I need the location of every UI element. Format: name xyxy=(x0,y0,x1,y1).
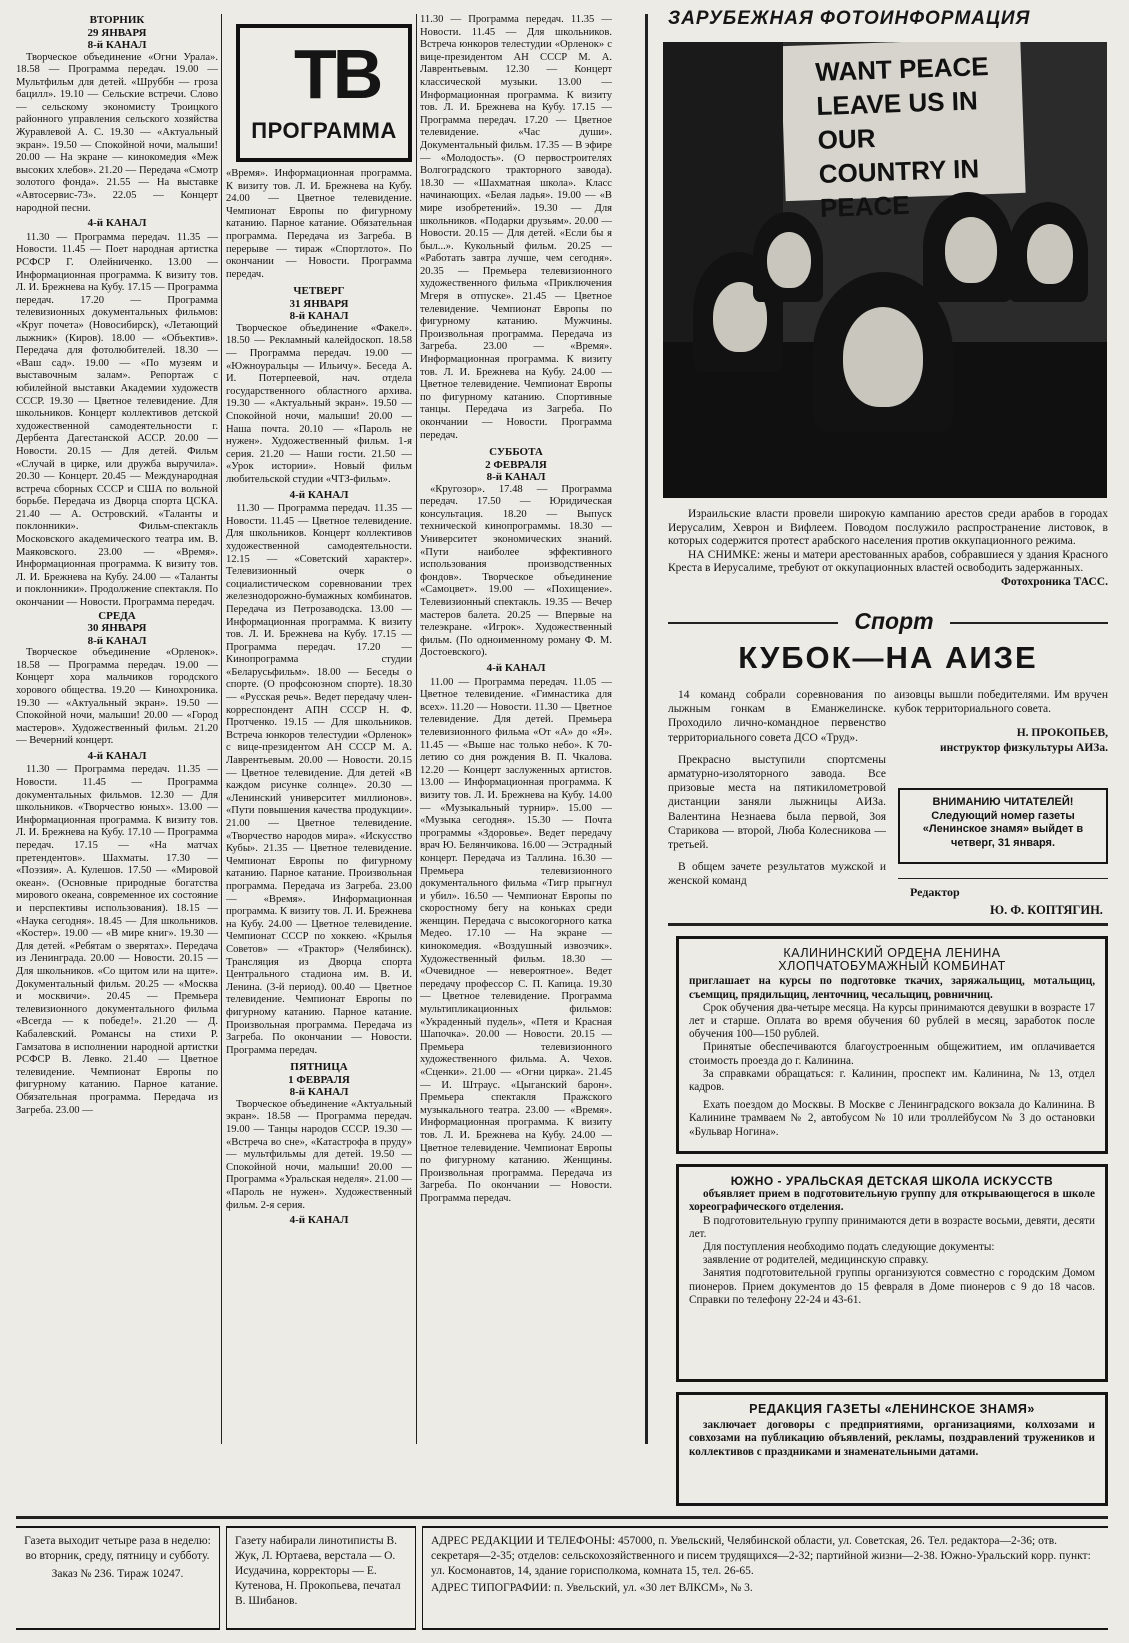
wednesday-text-8: Творческое объединение «Орленок». 18.58 — Программа передач. 19.00 — Концерт хора мальчиков городского хорового общества. 19.20 — Кинохроника. 19.30 — «Актуальный экран». 19.50 — Спокойной ночи, малыши! 20.00 — «Город мастеров». Художественный фильм. 21.20 — Вечерний концерт. xyxy=(16,647,218,747)
kalinin-ad-paragraph: За справками обращаться: г. Калинин, проспект им. Калинина, № 13, отдел кадров. xyxy=(689,1067,1095,1094)
art-school-ad xyxy=(676,1164,1108,1382)
wednesday-channel-8: 8-й КАНАЛ xyxy=(87,634,147,647)
woman-face xyxy=(945,217,997,283)
kalinin-ad-subtitle: ХЛОПЧАТОБУМАЖНЫЙ КОМБИНАТ xyxy=(778,959,1006,974)
column-rule xyxy=(221,14,222,1444)
kalinin-ad-paragraph: Принятые обеспечиваются благоустроенным общежитием, им оплачивается стоимость проезда до г. Калинина. xyxy=(689,1041,1095,1067)
column-rule xyxy=(416,14,417,1444)
tuesday-day: ВТОРНИК xyxy=(89,14,145,26)
woman-face xyxy=(843,307,923,407)
sport-rule xyxy=(950,622,1108,624)
section-rule xyxy=(645,14,648,1444)
friday-channel-8: 8-й КАНАЛ xyxy=(289,1086,349,1099)
friday-text-8: Творческое объединение «Актуальный экран». 18.58 — Программа передач. 19.00 — Танцы народов СССР. 19.30 — «Встреча во сне», «Катастрофа в пруду» — мультфильмы для детей. 19.50 — Спокойной ночи, малыши! 20.00 — Программа «Уральская неделя». 21.00 — «Пароль не нужен». Художественный фильм. 2-я серия. xyxy=(226,1098,412,1211)
wednesday-text-4: 11.30 — Программа передач. 11.35 — Новости. 11.45 — Программа документальных фильмов. 12.30 — Для школьников. «Творчество юных». 13.00 — Информационная программа. К визиту тов. Л. И. Брежнева на Кубу. 17.10 — Программа передач. 17.15 — «На матчах претендентов». Шахматы. 17.30 — «Поэзия». А. Кулешов. 17.50 — «Мировой океан». (Основные природные богатства мирового океана, современное их состояние и перспективы использования). 18.15 — «Наука сегодня». 18.45 — Для школьников. «Костер». 19.00 — «В мире книг». 19.30 — Для детей. «Ребятам о зверятах». Передача из Ленинграда. 20.00 — Новости. 20.15 — Для школьников. «Со щитом или на щите». Документальный фильм. 20.25 — «Москва и москвичи». 20.45 — Премьера телевизионного документального фильма «Всегда — к победе!». 21.20 — Д. Кабалевский. Романсы на стихи Р. Гамзатова в исполнении народной артистки РСФСР В. Левко. 21.40 — Цветное телевидение. Чемпионат Европы по фигурному катанию. Парное катание. Обязательная программа. Передача из Загреба. 23.00 — xyxy=(16,764,218,1116)
tv-column-2 xyxy=(226,168,412,1444)
wednesday-day: СРЕДА xyxy=(98,609,136,622)
thursday-channel-8: 8-й КАНАЛ xyxy=(289,310,349,323)
editorial-ad-title: РЕДАКЦИЯ ГАЗЕТЫ «ЛЕНИНСКОЕ ЗНАМЯ» xyxy=(749,1402,1035,1416)
tuesday-channel-8: 8-й КАНАЛ xyxy=(87,39,147,51)
notice-text: Следующий номер газеты «Ленинское знамя» выйдет в четверг, 31 января. xyxy=(922,809,1084,849)
editor-label: Редактор xyxy=(910,885,960,899)
sport-text-right xyxy=(894,688,1108,755)
editor-name: Ю. Ф. КОПТЯГИН. xyxy=(990,903,1103,917)
wednesday-text-4-cont: «Время». Информационная программа. К визиту тов. Л. И. Брежнева на Кубу. 24.00 — Цветное телевидение. Чемпионат Европы по фигурному катанию. Парное катание. Обязательная программа. Передача из Загреба. В перерыве — тираж «Спортлото». По окончании — Новости. Программа передач. xyxy=(226,168,412,280)
sport-text-left xyxy=(668,688,886,914)
saturday-channel-4: 4-й КАНАЛ xyxy=(486,662,546,674)
editorial-ad xyxy=(676,1392,1108,1506)
footer-staff xyxy=(226,1526,416,1630)
saturday-day: СУББОТА xyxy=(489,446,543,459)
editorial-ad-text: заключает договоры с предприятиями, организациями, колхозами и совхозами на публикацию объявлений, рекламы, поздравлений тружеников и коллективов с праздниками и знаменательными датами. xyxy=(689,1419,1095,1458)
tv-program-logo xyxy=(236,24,412,162)
thursday-channel-4: 4-й КАНАЛ xyxy=(289,488,349,501)
art-school-ad-paragraph: объявляет прием в подготовительную группу для открывающегося в школе хореографического отделения. xyxy=(689,1188,1095,1214)
sport-paragraph: 14 команд собрали соревнования по лыжным гонкам в Еманжелинске. Проходило лично-командное первенство территориального совета ДСО «Труд». xyxy=(668,689,886,744)
art-school-ad-paragraph: Для поступления необходимо подать следующие документы: xyxy=(703,1241,995,1254)
kalinin-ad-paragraph: Срок обучения два-четыре месяца. На курсы принимаются девушки в возрасте 17 лет и старше. Оплата во время обучения 60 рублей в месяц, заработок после обучения 100—150 рублей. xyxy=(689,1001,1095,1041)
friday-text-4: 11.30 — Программа передач. 11.35 — Новости. 11.45 — Для школьников. Встреча юнкоров телестудии «Орленок» с вице-президентом АН СССР М. А. Лаврентьевым. 12.30 — Концерт классической музыки. 13.00 — Информационная программа. К визиту тов. Л. И. Брежнева на Кубу. 17.15 — Программа передач. 17.20 — Цветное телевидение. «Час души». Документальный фильм. 17.35 — В эфире — «Молодость». (О первостроителях Волгоградского тракторного завода). 18.30 — «Шахматная школа». Класс начинающих. «Белая ладья». 19.00 — «В мире изобретений». 19.30 — Для школьников. «Подарки друзьям». 20.00 — Новости. 20.15 — Для детей. «Если бы я был...». Кукольный фильм. 20.25 — «Работать завтра лучше, чем сегодня». 20.35 — Премьера телевизионного художественного фильма «Приключения Мгеря в отпуске». 21.45 — Цветное телевидение. Чемпионат Европы по фигурному катанию. Мужчины. Произвольная программа. Передача из Загреба. 23.00 — «Время». Информационная программа. К визиту тов. Л. И. Брежнева на Кубу. 24.00 — Цветное телевидение. Чемпионат Европы по фигурному катанию. Спортивные танцы. Передача из Загреба. По окончании — Новости. Программа передач. xyxy=(420,14,612,441)
photo-credit: Фотохроника ТАСС. xyxy=(1001,575,1108,588)
banner-line: LEAVE US IN OUR xyxy=(815,85,979,155)
protest-photo xyxy=(663,42,1107,498)
art-school-ad-paragraph: заявление от родителей, медицинскую справку. xyxy=(703,1254,929,1267)
friday-day: ПЯТНИЦА xyxy=(290,1061,348,1074)
tuesday-date: 29 ЯНВАРЯ xyxy=(87,26,147,39)
woman-face xyxy=(1027,224,1073,284)
kalinin-ad xyxy=(676,936,1108,1154)
banner-line: COUNTRY IN PEACE xyxy=(818,153,980,223)
thursday-day: ЧЕТВЕРГ xyxy=(293,285,345,298)
sport-rule xyxy=(668,622,838,624)
tv-logo-letters: ТВ xyxy=(294,35,380,113)
thursday-date: 31 ЯНВАРЯ xyxy=(289,297,349,310)
footer-schedule xyxy=(16,1526,220,1630)
tv-column-1 xyxy=(16,14,218,1444)
sport-paragraph: Прекрасно выступили спортсмены арматурно-изоляторного завода. Все призовые места на пятикилометровой дистанции заняли лыжницы АИЗа. Валентина Незнаева была первой, Зоя Старикова — второй, Люба Колесникова — третьей. xyxy=(668,753,886,852)
editor-rule xyxy=(898,878,1108,879)
friday-date: 1 ФЕВРАЛЯ xyxy=(288,1073,350,1086)
thursday-text-4: 11.30 — Программа передач. 11.35 — Новости. 11.45 — Цветное телевидение. Для школьников. Концерт коллективов художественной самодеятельности. 12.15 — «Советский характер». Телевизионный очерк о социалистическом соревновании трех железнодорожно-бумажных комбинатов. Передача из Петрозаводска. 13.00 — Информационная программа. К визиту тов. Л. И. Брежнева на Кубу. 17.15 — Программа передач. 17.20 — Кинопрограмма студии «Беларусьфильм». 18.00 — Беседы о спорте. (О профсоюзном спорте). 18.30 — «Русская речь». Ведет передачу член-корреспондент АПН СССР Н. Ф. Протченко. 19.15 — Для школьников. Встреча юнкоров телестудии «Орленок» с вице-президентом АН СССР М. А. Лаврентьевым. 20.00 — Новости. 20.15 — Цветное телевидение. Для детей «В каждом рисунке солнце». 20.30 — «Ленинский университет миллионов». «Пути повышения качества продукции». 21.00 — Цветное телевидение. «Творчество народов мира». «Искусство Кубы». 21.35 — Цветное телевидение. Чемпионат Европы по фигурному катанию. Парное катание. Произвольная программа. Передача из Загреба. 23.00 — «Время». Информационная программа. К визиту тов. Л. И. Брежнева на Кубу. 24.00 — Цветное телевидение. Чемпионат СССР по хоккею. «Крылья Советов» — «Трактор» (Челябинск). Трансляция из Дворца спорта Центрального стадиона им. В. И. Ленина. (3-й период). 00.40 — Цветное телевидение. Чемпионат Европы по фигурному катанию. Парное катание. Произвольная программа. Передача из Загреба. По окончании — Новости. Программа передач. xyxy=(226,503,412,1056)
saturday-channel-8: 8-й КАНАЛ xyxy=(486,471,546,484)
wednesday-channel-4: 4-й КАНАЛ xyxy=(87,749,147,762)
tuesday-text-8: Творческое объединение «Огни Урала». 18.58 — Программа передач. 19.00 — Мультфильм для детей. «Шруббн — гроза бацилл». 19.10 — Сельские встречи. Слово — сельскому экономисту Троицкого районного управления сельского хозяйства Журавлевой А. С. 19.30 — «Актуальный экран». 19.50 — Спокойной ночи, малыши! 20.00 — На экране — кинокомедия «Меж высоких хлебов». 21.20 — Передача «Смотр золотого фонда». 21.55 — На выставке «Автосервис-73». 22.05 — Концерт народной песни. xyxy=(16,51,218,214)
photo-caption xyxy=(668,508,1108,589)
footer-printing: АДРЕС ТИПОГРАФИИ: п. Увельский, ул. «30 лет ВЛКСМ», № 3. xyxy=(431,1582,753,1594)
kalinin-ad-title: КАЛИНИНСКИЙ ОРДЕНА ЛЕНИНА xyxy=(783,946,1001,960)
tv-column-3 xyxy=(420,14,612,1444)
sport-rubric: Спорт xyxy=(854,608,934,634)
art-school-ad-title: ЮЖНО - УРАЛЬСКАЯ ДЕТСКАЯ ШКОЛА ИСКУССТВ xyxy=(730,1174,1054,1188)
notice-title: ВНИМАНИЮ ЧИТАТЕЛЕЙ! xyxy=(932,796,1074,808)
sport-headline: КУБОК—НА АИЗЕ xyxy=(738,640,1038,675)
art-school-ad-paragraph: В подготовительную группу принимаются дети в возрасте восьми, девяти, десяти лет. xyxy=(689,1214,1095,1240)
tuesday-channel-4: 4-й КАНАЛ xyxy=(87,217,147,230)
footer-address-text: АДРЕС РЕДАКЦИИ И ТЕЛЕФОНЫ: 457000, п. Увельский, Челябинской области, ул. Советская, 26. Тел. редактора—2-36; отв. секретаря—2-35; отделов: сельскохозяйственного и писем трудящихся—2-32; партийной жизни—2-38. Южно-Уральский корр. пункт: ул. Космонавтов, 14, здание горисполкома, комната 15, тел. 26-65. xyxy=(431,1535,1091,1577)
photo-caption-text: Израильские власти провели широкую кампанию арестов среди арабов в городах Иерусалим, Хеврон и Вифлеем. Поводом послужило распространение листовок, в которых содержится протест арабского населения против оккупационного режима. xyxy=(668,508,1108,547)
footer-rule xyxy=(16,1516,1108,1519)
footer-schedule-text: Газета выходит четыре раза в неделю: во вторник, среду, пятницу и субботу. xyxy=(24,1535,211,1562)
protest-banner xyxy=(780,42,1025,223)
art-school-ad-paragraph: Занятия подготовительной группы организуются совместно с городским Домом пионеров. Прием документов до 15 февраля в Доме пионеров с 9 до 18 часов. Справки по телефону 22-24 и 43-61. xyxy=(689,1267,1095,1306)
saturday-date: 2 ФЕВРАЛЯ xyxy=(485,458,547,471)
sport-paragraph: аизовцы вышли победителями. Им вручен кубок территориального совета. xyxy=(894,689,1108,716)
wednesday-date: 30 ЯНВАРЯ xyxy=(87,622,147,635)
saturday-text-8: «Кругозор». 17.48 — Программа передач. 17.50 — Юридическая консультация. 18.20 — Выпуск технической кинопрограммы. 18.30 — Университет экономических знаний. «Пути наиболее эффективного использования производственных фондов». Творческое объединение «Самоцвет». 19.00 — «Похищение». Телевизионный спектакль. 19.35 — Вечер мастеров балета. 20.25 — Впервые на телеэкране. «Игрок». Художественный фильм. (По одноименному роману Ф. М. Достоевского). xyxy=(420,483,612,659)
tuesday-text-4: 11.30 — Программа передач. 11.35 — Новости. 11.45 — Поет народная артистка РСФСР Г. Олейниченко. 13.00 — Информационная программа. К визиту тов. Л. И. Брежнева на Кубу. 17.15 — Программа передач. 17.20 — Программа телевизионных документальных фильмов: «Круг почета» (Новосибирск), «Летающий лыжник» (Киров). 18.00 — «Объектив». Передача для фотолюбителей. 18.30 — «Ваш сад». 19.00 — «По музеям и выставочным залам». Репортаж с юбилейной выставки Академии художеств СССР. 19.30 — Цветное телевидение. Для школьников. Концерт коллективов детской художественной самодеятельности г. Дербента Дагестанской АССР. 20.00 — Новости. 20.15 — Для детей. Фильм «Случай в цирке, или дружба выручила». 20.30 — Концерт. 20.45 — Международная встреча сборных СССР и США по вольной борьбе. Передача из Дворца спорта ЦСКА. 21.40 — А. Островский. «Таланты и поклонники». Фильм-спектакль Московского академического театра им. В. Маяковского. 23.00 — «Время». Информационная программа. К визиту тов. Л. И. Брежнева на Кубу. 24.00 — «Таланты и поклонники». Продолжение спектакля. По окончании — Новости. Программа передач. xyxy=(16,231,218,609)
sport-author: Н. ПРОКОПЬЕВ, xyxy=(1016,727,1108,740)
footer-order: Заказ № 236. Тираж 10247. xyxy=(51,1568,184,1580)
saturday-text-4: 11.00 — Программа передач. 11.05 — Цветное телевидение. «Гимнастика для всех». 11.20 — Новости. 11.30 — Цветное телевидение. Для детей. Премьера телевизионного фильма «От «А» до «Я». 11.45 — «Выше нас только небо». К 70-летию со дня рождения В. П. Чкалова. 12.20 — Концерт заслуженных артистов. 13.00 — Информационная программа. К визиту тов. Л. И. Брежнева на Кубу. 14.00 — «Музыкальный турнир». 15.00 — «Музыка сегодня». 15.30 — Почта программы «Здоровье». Ведет передачу врач Ю. Белянчикова. 16.00 — Эстрадный концерт. Передача из Таллина. 16.30 — Премьера телевизионного документального фильма «Тигр прыгнул и убил». 16.50 — Чемпионат Европы по скоростному бегу на коньках среди женщин. Передача с высокогорного катка Медео. 17.10 — На экране — кинокомедия. «Воздушный извозчик». Художественный фильм. 18.30 — «Очевидное — невероятное». Ведет передачу профессор С. П. Капица. 19.30 — Цветное телевидение. Программа мультипликационных фильмов: «Украденный пудель», «Петя и Красная Шапочка». 20.00 — Новости. 20.15 — Премьера телевизионного художественного фильма. А. Чехов. «Сценки». 21.00 — «Огни цирка». 21.45 — И. Штраус. «Цыганский барон». Премьера спектакля Пражского музыкального театра. 23.00 — «Время». Информационная программа. К визиту тов. Л. И. Брежнева на Кубу. 24.00 — Цветное телевидение. Чемпионат Европы по фигурному катанию. Женщины. Произвольная программа. Передача из Загреба. По окончании — Новости. Программа передач. xyxy=(420,676,612,1204)
woman-face xyxy=(767,232,811,288)
section-rule xyxy=(668,923,1108,926)
kalinin-ad-paragraph: Ехать поездом до Москвы. В Москве с Ленинградского вокзала до Калинина. В Калинине трамваем № 2, автобусом № 10 или троллейбусом № 3 до остановки «Бульвар Ногина». xyxy=(689,1099,1095,1138)
tv-logo-word: ПРОГРАММА xyxy=(251,118,397,143)
banner-line: WANT PEACE xyxy=(814,50,990,88)
sport-paragraph: В общем зачете результатов мужской и женской команд xyxy=(668,861,886,888)
photo-caption-text-2: НА СНИМКЕ: жены и матери арестованных арабов, собравшиеся у здания Красного Креста в Иерусалиме, требуют от оккупационных властей освободить задержанных. xyxy=(668,548,1108,574)
foreign-photo-heading: ЗАРУБЕЖНАЯ ФОТОИНФОРМАЦИЯ xyxy=(668,8,1031,29)
sport-author-role: инструктор физкультуры АИЗа. xyxy=(940,741,1108,754)
thursday-text-8: Творческое объединение «Факел». 18.50 — Рекламный калейдоскоп. 18.58 — Программа передач. 19.00 — «Южноуральцы — Ильичу». Беседа А. И. Потерпеевой, нач. отдела государственного областного архива. 19.30 — «Актуальный экран». 19.50 — Спокойной ночи, малыши! 20.00 — Наша почта. 20.10 — «Пароль не нужен». Художественный фильм. 1-я серия. 21.20 — Наши гости. 21.50 — «Урок истории». Новый фильм любительской студии «ЧТЗ-фильм». xyxy=(226,322,412,485)
footer-staff-text: Газету набирали линотиписты В. Жук, Л. Юртаева, верстала — О. Исудачина, корректоры — Е. Кутенова, Н. Прокопьева, печатал В. Шибанов. xyxy=(235,1535,401,1607)
kalinin-ad-paragraph: приглашает на курсы по подготовке ткачих, заряжальщиц, мотальщиц, съемщиц, прядильщиц, ленточниц, чесальщиц, ровничниц. xyxy=(689,975,1095,1001)
footer-address xyxy=(422,1526,1108,1630)
friday-channel-4: 4-й КАНАЛ xyxy=(289,1214,349,1227)
readers-notice xyxy=(898,788,1108,864)
